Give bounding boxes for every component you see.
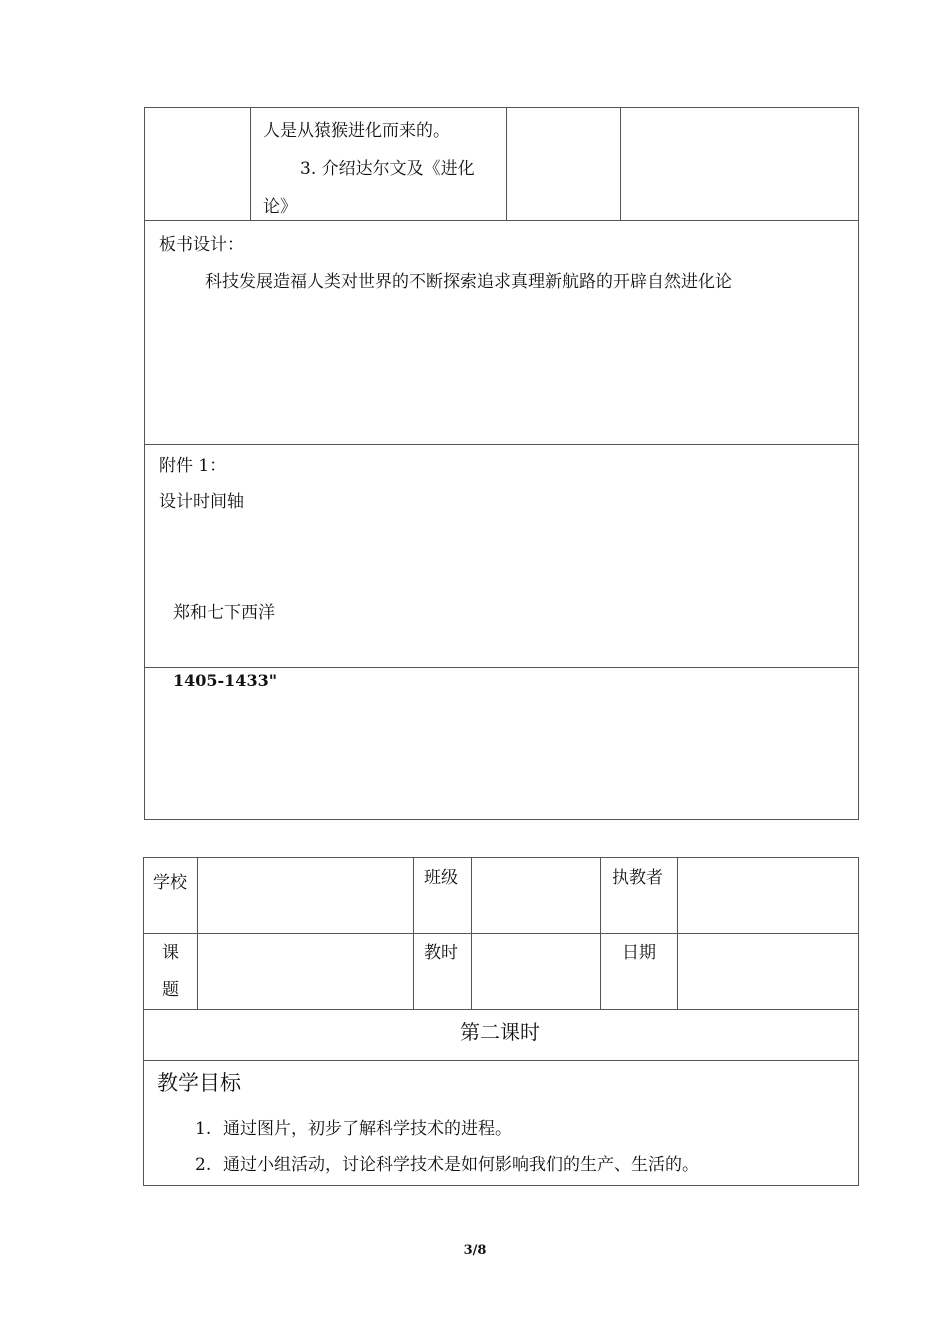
teacher-label: 执教者 bbox=[612, 868, 663, 888]
objective-number-1: 1. bbox=[195, 1119, 212, 1139]
page-number: 3/8 bbox=[463, 1243, 487, 1258]
process-text-line-3: 论》 bbox=[263, 197, 297, 217]
process-text-line-1: 人是从猿猴进化而来的。 bbox=[263, 121, 450, 141]
topic-label-top: 课 bbox=[162, 943, 179, 963]
date-label: 日期 bbox=[622, 943, 656, 963]
class-label: 班级 bbox=[424, 868, 458, 888]
appendix-subheading: 设计时间轴 bbox=[159, 492, 244, 512]
school-label: 学校 bbox=[153, 873, 187, 893]
topic-label-bottom: 题 bbox=[162, 980, 179, 1000]
lesson-title: 第二课时 bbox=[460, 1020, 540, 1044]
timeline-event: 郑和七下西洋 bbox=[173, 603, 275, 623]
board-design-content: 科技发展造福人类对世界的不断探索追求真理新航路的开辟自然进化论 bbox=[205, 272, 732, 292]
appendix-heading: 附件 1： bbox=[159, 456, 227, 476]
process-text-line-2: 3. 介绍达尔文及《进化 bbox=[300, 159, 475, 179]
objectives-heading: 教学目标 bbox=[157, 1071, 241, 1095]
board-design-heading: 板书设计： bbox=[159, 235, 244, 255]
timeline-years: 1405-1433" bbox=[173, 671, 278, 690]
objective-number-2: 2. bbox=[195, 1155, 212, 1175]
objective-text-1: 通过图片，初步了解科学技术的进程。 bbox=[223, 1119, 512, 1139]
objective-text-2: 通过小组活动，讨论科学技术是如何影响我们的生产、生活的。 bbox=[223, 1155, 699, 1175]
period-label: 教时 bbox=[424, 943, 458, 963]
